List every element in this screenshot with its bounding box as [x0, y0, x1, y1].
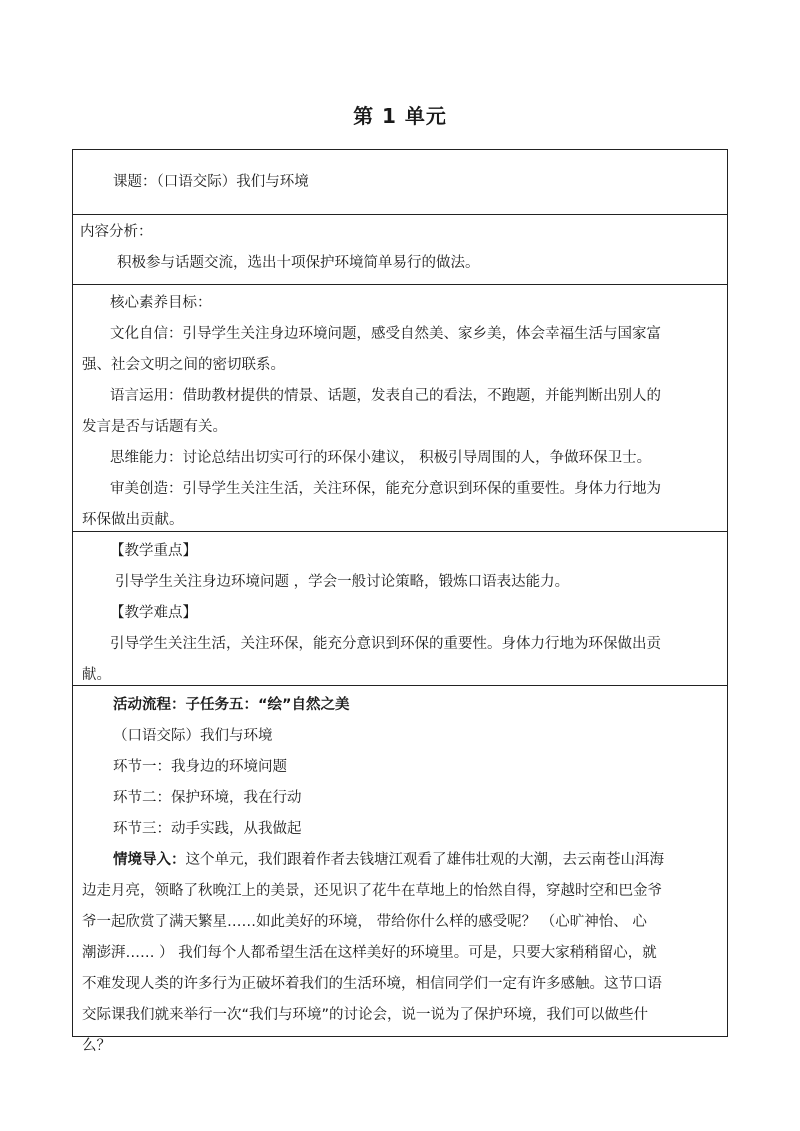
- key-points-row: [73, 532, 727, 686]
- goal-line: 文化自信：引导学生关注身边环境问题，感受自然美、家乡美，体会幸福生活与国家富: [110, 326, 661, 342]
- core-goals-heading: 核心素养目标：: [110, 295, 212, 311]
- teaching-difficulty-line: 引导学生关注生活，关注环保，能充分意识到环保的重要性。身体力行地为环保做出贡: [110, 636, 661, 652]
- teaching-difficulty-line: 献。: [82, 667, 111, 683]
- goal-line: 语言运用：借助教材提供的情景、话题，发表自己的看法，不跑题，并能判断出别人的: [110, 388, 661, 404]
- page-title: 第 1 单元: [353, 104, 447, 128]
- activity-step: 环节一：我身边的环境问题: [113, 759, 287, 775]
- lesson-title-row: [73, 150, 727, 215]
- intro-line: 爷一起欣赏了满天繁星……如此美好的环境， 带给你什么样的感受呢？ （心旷神怡、 心: [82, 914, 647, 930]
- content-analysis-heading: 内容分析：: [80, 224, 153, 240]
- teaching-focus-heading: 【教学重点】: [110, 543, 197, 559]
- activity-row: [73, 686, 727, 1054]
- intro-first-line: [73, 845, 727, 876]
- activity-heading: 活动流程：子任务五：“绘”自然之美: [113, 697, 350, 713]
- teaching-difficulty-heading: 【教学难点】: [110, 605, 197, 621]
- intro-label: 情境导入：: [113, 852, 186, 868]
- intro-first-text: 这个单元，我们跟着作者去钱塘江观看了雄伟壮观的大潮，去云南苍山洱海: [185, 852, 664, 868]
- intro-line: 不难发现人类的许多行为正破坏着我们的生活环境，相信同学们一定有许多感触。这节口语: [82, 976, 662, 992]
- goal-line: 审美创造：引导学生关注生活，关注环保，能充分意识到环保的重要性。身体力行地为: [110, 481, 661, 497]
- teaching-focus-text: 引导学生关注身边环境问题 ，学会一般讨论策略，锻炼口语表达能力。: [115, 574, 570, 590]
- activity-step: 环节二：保护环境，我在行动: [113, 790, 302, 806]
- content-analysis-row: [73, 215, 727, 285]
- activity-subtitle: （口语交际）我们与环境: [113, 728, 273, 744]
- goal-line: 环保做出贡献。: [82, 512, 184, 528]
- intro-line: 交际课我们就来举行一次“我们与环境”的讨论会，说一说为了保护环境，我们可以做些什: [82, 1007, 649, 1023]
- goal-line: 强、社会文明之间的密切联系。: [82, 357, 285, 373]
- core-goals-row: [73, 285, 727, 532]
- lesson-plan-table: [72, 149, 728, 1054]
- intro-line: 么？: [82, 1038, 111, 1054]
- activity-step: 环节三：动手实践，从我做起: [113, 821, 302, 837]
- goal-line: 思维能力：讨论总结出切实可行的环保小建议， 积极引导周围的人，争做环保卫士。: [110, 450, 652, 466]
- intro-line: 边走月亮，领略了秋晚江上的美景，还见识了花牛在草地上的怡然自得，穿越时空和巴金爷: [82, 883, 662, 899]
- content-analysis-text: 积极参与话题交流，选出十项保护环境简单易行的做法。: [117, 255, 480, 271]
- lesson-title: 课题：（口语交际）我们与环境: [113, 174, 309, 190]
- goal-line: 发言是否与话题有关。: [82, 419, 227, 435]
- intro-line: 潮澎湃…… ） 我们每个人都希望生活在这样美好的环境里。可是，只要大家稍稍留心，就: [82, 945, 657, 961]
